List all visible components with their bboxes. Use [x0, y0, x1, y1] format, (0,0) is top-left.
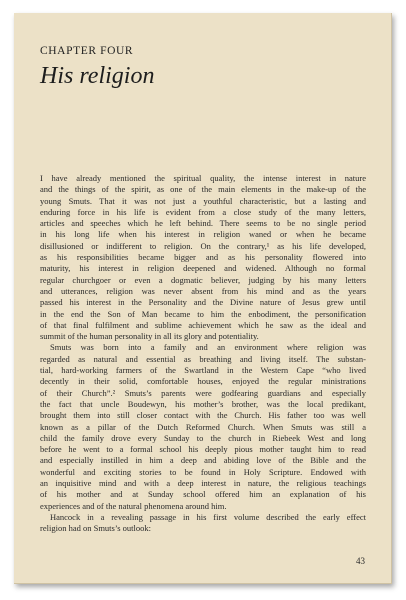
text-line: and especially instilled in him a deep and abiding love of the Bible and the	[40, 455, 366, 466]
text-line: wonderful and exciting stories to be found in Holy Scripture. Endowed with	[40, 466, 366, 477]
text-line: I have already mentioned the spiritual quality, the intense interest in nature	[40, 173, 366, 183]
text-line: known as a pillar of the Dutch Reformed Church. When Smuts was still a	[40, 421, 366, 432]
text-line: an inquisitive mind and with a deep interest in nature, the religious teachings	[40, 478, 366, 489]
text-line: of that final fulfilment and sublime achievement which he saw as the ideal and	[40, 319, 366, 330]
chapter-number: CHAPTER FOUR	[40, 45, 134, 57]
text-line: articles and speeches which he left behind. There seems to be no single period	[40, 218, 366, 229]
text-line: in the end the Son of Man became to him the enbodiment, the personification	[40, 308, 366, 319]
text-line: in his long life when his interest in religion waned or when he became	[40, 229, 366, 240]
chapter-title: His religion	[40, 63, 155, 89]
text-line: of their Church”.² Smuts’s parents were godfearing guardians and especially	[40, 387, 366, 398]
text-line: passed his interest in the Personality and the Divine nature of Jesus grew until	[40, 297, 366, 308]
body-text	[40, 173, 366, 535]
text-line: regular churchgoer or even a dogmatic believer, judging by his many letters	[40, 274, 366, 285]
text-line: enduring force in his life is evident from a close study of the many letters,	[40, 206, 366, 217]
page-number: 43	[356, 556, 365, 566]
text-line: Smuts was born into a family and an environment where religion was	[50, 342, 366, 353]
text-line: maturity, his interest in religion deepened and widened. Although no formal	[40, 263, 366, 274]
text-line: disillusioned or indifferent to religion. On the contrary,¹ as his life developed,	[40, 240, 366, 251]
text-line: and utterances, religion was never absent from his mind and as the years	[40, 285, 366, 296]
text-line: brought them into still closer contact with the Church. His father too was well	[40, 410, 366, 421]
text-line: religion had on Smuts’s outlook:	[40, 523, 151, 534]
text-line: before he went to a formal school his deeply pious mother taught him to read	[40, 444, 366, 455]
text-line: and the things of the spirit, as one of the main elements in the make-up of the	[40, 184, 366, 195]
text-line: as his responsibilities became bigger and as his personality flowered into	[40, 252, 366, 263]
text-line: tial, hard-working farmers of the Swartland in the Western Cape “who lived	[40, 365, 366, 376]
text-line: summit of the human personality in all its glory and potentiality.	[40, 331, 259, 342]
text-line: of his mother and at Sunday school offered him an explanation of his	[40, 489, 366, 500]
text-line: regarded as natural and essential as breathing and living itself. The substan-	[40, 353, 366, 364]
text-line: the fact that uncle Boudewyn, his mother’s brother, was the local predikant,	[40, 398, 366, 409]
text-line: experiences and of the natural phenomena around him.	[40, 500, 227, 511]
text-line: young Smuts. That it was not just a youthful characteristic, but a lasting and	[40, 195, 366, 206]
text-line: decently in their solid, comfortable houses, enjoyed the regular ministrations	[40, 376, 366, 387]
text-line: Hancock in a revealing passage in his first volume described the early effect	[50, 511, 366, 522]
book-page	[14, 13, 392, 584]
text-line: child the family drove every Sunday to the church in Riebeek West and long	[40, 432, 366, 443]
